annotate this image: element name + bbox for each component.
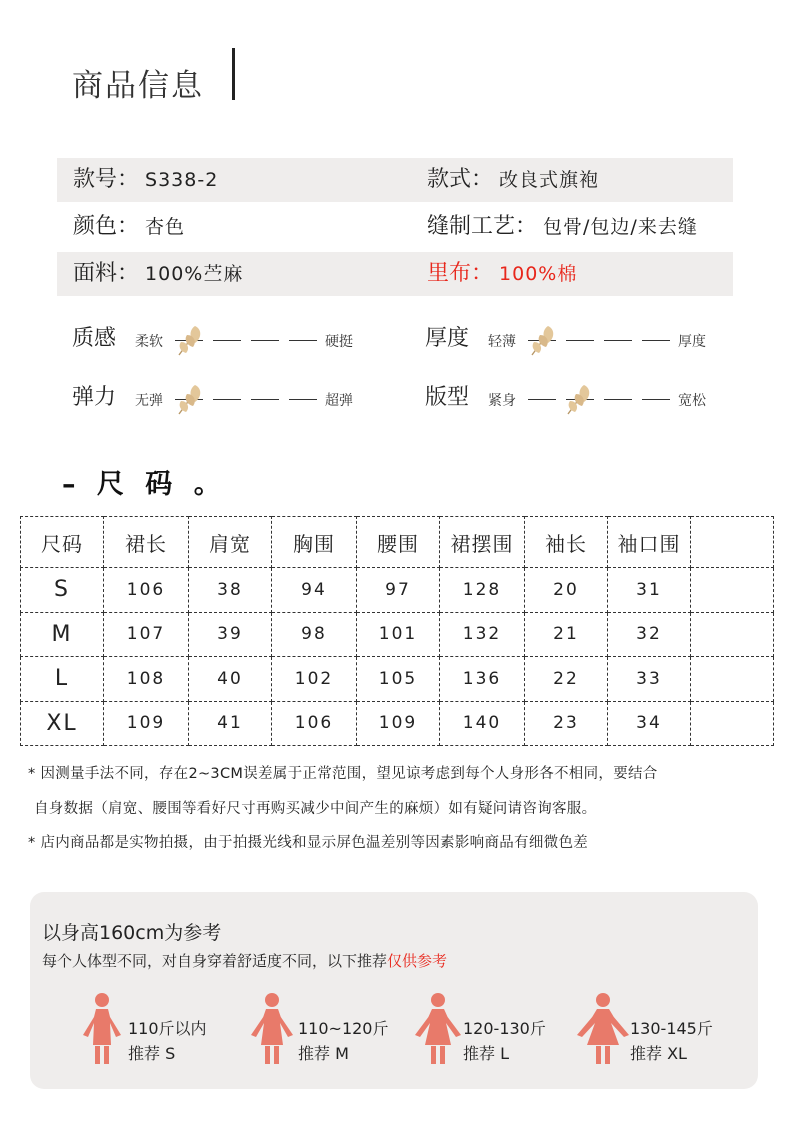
table-cell [691, 701, 774, 745]
scale-segment [528, 399, 556, 400]
attribute-low-label: 无弹 [135, 393, 163, 409]
table-cell: 38 [189, 568, 272, 612]
sewing-info [427, 205, 698, 249]
person-dress-icon [250, 993, 294, 1065]
table-cell: 98 [272, 612, 357, 656]
attribute-title: 版型 [425, 385, 470, 410]
table-header-row [21, 517, 774, 568]
table-cell: 108 [104, 657, 189, 701]
measurement-note: * 因测量手法不同，存在2~3CM误差属于正常范围，望见谅考虑到每个人身形各不相同，要结合 [28, 766, 658, 782]
table-cell: 136 [440, 657, 525, 701]
recommended-size: 推荐 XL [630, 1044, 687, 1063]
scale-segment [566, 340, 594, 341]
table-cell: 23 [525, 701, 608, 745]
lining-label: 里布： [427, 261, 494, 286]
style-type-value: 改良式旗袍 [499, 169, 600, 191]
weight-range: 110~120斤 [298, 1019, 389, 1038]
size-section-title: – 尺 码 。 [62, 469, 227, 500]
style-type [427, 158, 599, 202]
table-cell: 140 [440, 701, 525, 745]
table-row [21, 568, 774, 612]
reference-subtitle-text: 每个人体型不同，对自身穿着舒适度不同，以下推荐 [42, 952, 388, 970]
wheat-leaf-icon [175, 382, 207, 416]
column-header: 胸围 [272, 517, 357, 568]
attribute-title: 质感 [72, 326, 117, 351]
table-cell [691, 657, 774, 701]
table-cell: 39 [189, 612, 272, 656]
attribute-scale [72, 378, 372, 418]
person-dress-icon [82, 993, 122, 1065]
attribute-low-label: 轻薄 [488, 334, 516, 350]
table-cell: 132 [440, 612, 525, 656]
recommended-size: 推荐 L [463, 1044, 510, 1063]
fabric-info [73, 252, 243, 296]
table-cell: 105 [357, 657, 440, 701]
table-cell: 20 [525, 568, 608, 612]
attribute-title: 弹力 [72, 385, 117, 410]
column-header: 腰围 [357, 517, 440, 568]
color-info [73, 205, 185, 249]
table-cell: 106 [272, 701, 357, 745]
scale-segment [289, 340, 317, 341]
attribute-low-label: 紧身 [488, 393, 516, 409]
table-cell: 109 [104, 701, 189, 745]
table-cell: 109 [357, 701, 440, 745]
lining-info [427, 252, 577, 296]
size-recommendation [298, 1016, 389, 1066]
table-cell: 40 [189, 657, 272, 701]
weight-range: 110斤以内 [128, 1019, 207, 1038]
info-row-style [57, 158, 733, 202]
table-cell [691, 568, 774, 612]
style-number-label: 款号： [73, 167, 140, 192]
title-divider [232, 48, 235, 100]
size-recommendation [630, 1016, 713, 1066]
attribute-low-label: 柔软 [135, 334, 163, 350]
attribute-scale [425, 378, 725, 418]
attribute-track [135, 378, 365, 418]
sewing-value: 包骨/包边/来去缝 [543, 216, 698, 238]
reference-subtitle-highlight: 仅供参考 [387, 952, 448, 970]
table-cell: 34 [608, 701, 691, 745]
wheat-leaf-icon [564, 382, 596, 416]
attribute-high-label: 硬挺 [325, 334, 353, 350]
attribute-scale [72, 319, 372, 359]
attribute-scale [425, 319, 725, 359]
table-cell: 107 [104, 612, 189, 656]
page-title: 商品信息 [72, 68, 204, 104]
table-row [21, 657, 774, 701]
wheat-leaf-icon [528, 323, 560, 357]
table-cell: 128 [440, 568, 525, 612]
scale-segment [289, 399, 317, 400]
fabric-value: 100%苎麻 [145, 263, 244, 285]
attribute-track [488, 319, 718, 359]
color-value: 杏色 [145, 216, 186, 238]
scale-segment [604, 340, 632, 341]
weight-range: 130-145斤 [630, 1019, 713, 1038]
recommended-size: 推荐 M [298, 1044, 349, 1063]
column-header [691, 517, 774, 568]
table-cell: 22 [525, 657, 608, 701]
photo-note: * 店内商品都是实物拍摄，由于拍摄光线和显示屏色温差别等因素影响商品有细微色差 [28, 835, 589, 851]
size-recommendation [463, 1016, 546, 1066]
info-row-color [57, 205, 733, 249]
table-row [21, 612, 774, 656]
table-cell: 32 [608, 612, 691, 656]
attribute-track [488, 378, 718, 418]
table-cell: 31 [608, 568, 691, 612]
scale-segment [251, 340, 279, 341]
person-dress-icon [576, 993, 630, 1065]
column-header: 袖长 [525, 517, 608, 568]
style-type-label: 款式： [427, 167, 494, 192]
table-cell: 21 [525, 612, 608, 656]
weight-range: 120-130斤 [463, 1019, 546, 1038]
attribute-track [135, 319, 365, 359]
scale-segment [642, 399, 670, 400]
info-row-fabric [57, 252, 733, 296]
size-label-cell: S [21, 568, 104, 612]
size-label-cell: M [21, 612, 104, 656]
column-header: 裙长 [104, 517, 189, 568]
scale-segment [251, 399, 279, 400]
reference-title: 以身高160cm为参考 [42, 922, 222, 944]
size-label-cell: L [21, 657, 104, 701]
scale-segment [213, 399, 241, 400]
column-header: 袖口围 [608, 517, 691, 568]
attribute-high-label: 厚度 [678, 334, 706, 350]
person-dress-icon [414, 993, 462, 1065]
attribute-high-label: 超弹 [325, 393, 353, 409]
size-label-cell: XL [21, 701, 104, 745]
style-number-value: S338-2 [145, 169, 219, 191]
style-number [73, 158, 218, 202]
scale-segment [642, 340, 670, 341]
table-cell: 102 [272, 657, 357, 701]
reference-subtitle [42, 950, 447, 971]
recommended-size: 推荐 S [128, 1044, 176, 1063]
color-label: 颜色： [73, 214, 140, 239]
column-header: 肩宽 [189, 517, 272, 568]
table-cell: 106 [104, 568, 189, 612]
table-cell: 97 [357, 568, 440, 612]
table-row [21, 701, 774, 745]
table-cell: 41 [189, 701, 272, 745]
measurement-note-cont: 自身数据（肩宽、腰围等看好尺寸再购买减少中间产生的麻烦）如有疑问请咨询客服。 [34, 801, 597, 817]
size-table [20, 516, 774, 746]
fabric-label: 面料： [73, 261, 140, 286]
column-header: 裙摆围 [440, 517, 525, 568]
scale-segment [604, 399, 632, 400]
column-header: 尺码 [21, 517, 104, 568]
sewing-label: 缝制工艺： [427, 214, 538, 239]
table-cell: 33 [608, 657, 691, 701]
attribute-high-label: 宽松 [678, 393, 706, 409]
table-cell: 101 [357, 612, 440, 656]
scale-segment [213, 340, 241, 341]
table-cell [691, 612, 774, 656]
table-cell: 94 [272, 568, 357, 612]
lining-value: 100%棉 [499, 263, 578, 285]
attribute-title: 厚度 [425, 326, 470, 351]
wheat-leaf-icon [175, 323, 207, 357]
size-recommendation [128, 1016, 207, 1066]
